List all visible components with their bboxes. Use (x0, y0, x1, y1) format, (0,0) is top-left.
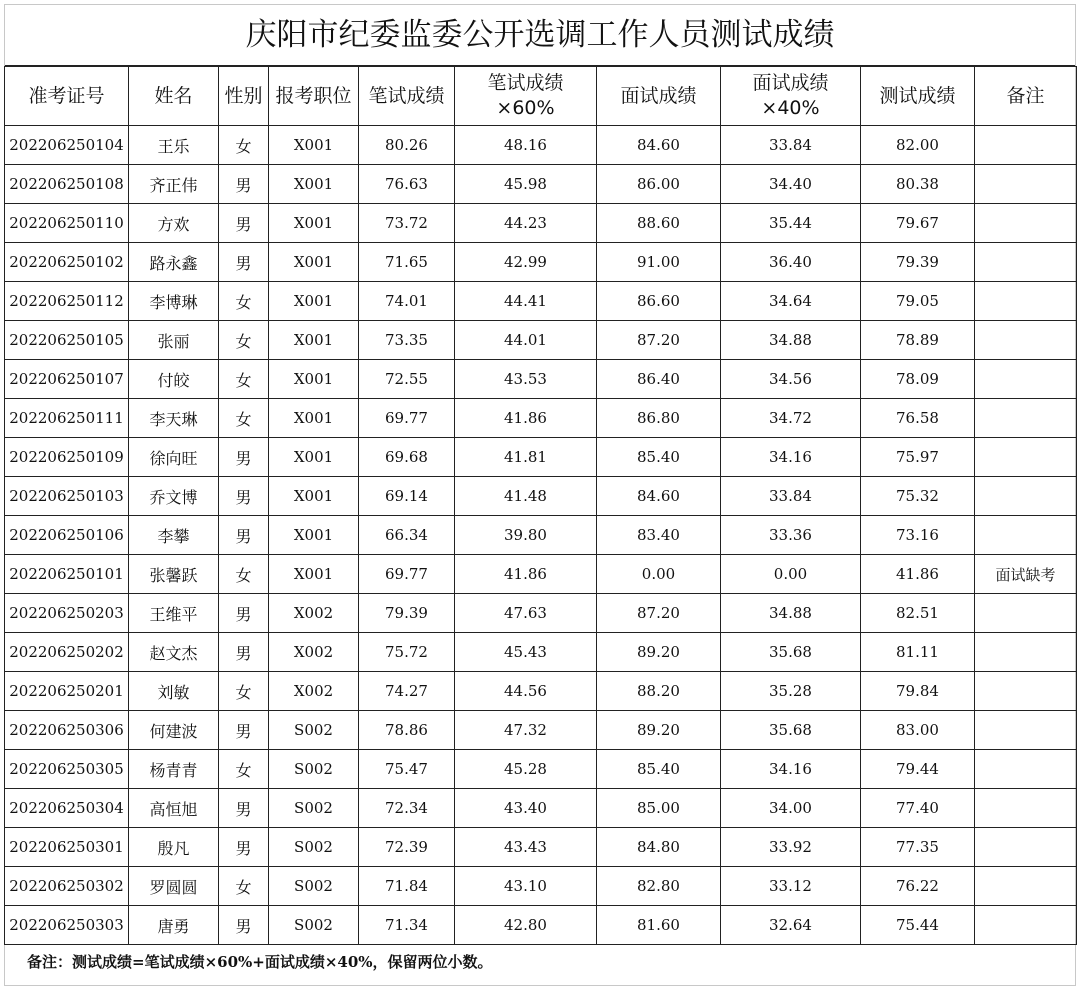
cell-total-score: 76.58 (861, 399, 975, 438)
cell-total-score: 41.86 (861, 555, 975, 594)
cell-gender: 女 (219, 282, 269, 321)
cell-written-60: 41.48 (455, 477, 597, 516)
header-written-60-line1: 笔试成绩 (487, 72, 564, 94)
table-row (5, 750, 1077, 789)
cell-interview-40: 35.68 (721, 711, 861, 750)
cell-interview-score: 85.40 (597, 750, 721, 789)
cell-position: X001 (269, 321, 359, 360)
cell-gender: 男 (219, 165, 269, 204)
cell-written-60: 45.98 (455, 165, 597, 204)
cell-written-60: 41.86 (455, 399, 597, 438)
cell-total-score: 83.00 (861, 711, 975, 750)
cell-total-score: 79.67 (861, 204, 975, 243)
cell-written-score: 69.77 (359, 399, 455, 438)
table-row (5, 711, 1077, 750)
table-row (5, 321, 1077, 360)
cell-gender: 女 (219, 360, 269, 399)
table-row (5, 360, 1077, 399)
cell-total-score: 75.44 (861, 906, 975, 945)
cell-total-score: 82.00 (861, 126, 975, 165)
cell-position: X002 (269, 594, 359, 633)
cell-position: X001 (269, 516, 359, 555)
cell-name: 王维平 (129, 594, 219, 633)
cell-written-60: 44.56 (455, 672, 597, 711)
cell-note: 面试缺考 (975, 555, 1077, 594)
cell-exam-id: 202206250103 (5, 477, 129, 516)
header-row (5, 67, 1077, 126)
cell-name: 齐正伟 (129, 165, 219, 204)
cell-gender: 男 (219, 906, 269, 945)
cell-note (975, 906, 1077, 945)
header-note: 备注 (975, 67, 1077, 126)
cell-total-score: 79.39 (861, 243, 975, 282)
cell-total-score: 81.11 (861, 633, 975, 672)
cell-interview-40: 33.36 (721, 516, 861, 555)
cell-gender: 男 (219, 477, 269, 516)
table-row (5, 672, 1077, 711)
cell-interview-40: 34.40 (721, 165, 861, 204)
cell-written-60: 42.99 (455, 243, 597, 282)
cell-total-score: 77.35 (861, 828, 975, 867)
cell-written-60: 47.63 (455, 594, 597, 633)
cell-interview-score: 86.00 (597, 165, 721, 204)
cell-position: X001 (269, 360, 359, 399)
cell-interview-40: 34.88 (721, 321, 861, 360)
cell-position: X001 (269, 477, 359, 516)
cell-written-60: 44.41 (455, 282, 597, 321)
cell-written-60: 43.10 (455, 867, 597, 906)
cell-written-score: 79.39 (359, 594, 455, 633)
cell-interview-40: 34.64 (721, 282, 861, 321)
cell-name: 乔文博 (129, 477, 219, 516)
cell-written-score: 69.77 (359, 555, 455, 594)
cell-gender: 女 (219, 321, 269, 360)
cell-gender: 男 (219, 789, 269, 828)
cell-interview-40: 32.64 (721, 906, 861, 945)
cell-name: 王乐 (129, 126, 219, 165)
cell-name: 李天琳 (129, 399, 219, 438)
cell-exam-id: 202206250203 (5, 594, 129, 633)
cell-interview-score: 87.20 (597, 594, 721, 633)
table-row (5, 204, 1077, 243)
cell-note (975, 282, 1077, 321)
cell-interview-score: 86.80 (597, 399, 721, 438)
cell-gender: 男 (219, 516, 269, 555)
cell-interview-40: 0.00 (721, 555, 861, 594)
header-exam-id: 准考证号 (5, 67, 129, 126)
cell-written-60: 43.40 (455, 789, 597, 828)
cell-total-score: 82.51 (861, 594, 975, 633)
cell-gender: 男 (219, 204, 269, 243)
cell-note (975, 243, 1077, 282)
header-interview-score: 面试成绩 (597, 67, 721, 126)
page-title: 庆阳市纪委监委公开选调工作人员测试成绩 (5, 5, 1075, 66)
cell-written-score: 71.34 (359, 906, 455, 945)
cell-interview-score: 88.60 (597, 204, 721, 243)
cell-position: S002 (269, 711, 359, 750)
cell-name: 李博琳 (129, 282, 219, 321)
header-interview-40-line1: 面试成绩 (752, 72, 829, 94)
cell-gender: 男 (219, 594, 269, 633)
cell-note (975, 672, 1077, 711)
cell-written-60: 44.01 (455, 321, 597, 360)
table-row (5, 555, 1077, 594)
cell-name: 付皎 (129, 360, 219, 399)
cell-gender: 女 (219, 750, 269, 789)
cell-written-score: 73.35 (359, 321, 455, 360)
table-row (5, 906, 1077, 945)
cell-written-score: 69.68 (359, 438, 455, 477)
cell-position: X001 (269, 243, 359, 282)
cell-exam-id: 202206250306 (5, 711, 129, 750)
cell-interview-score: 89.20 (597, 633, 721, 672)
cell-note (975, 438, 1077, 477)
cell-total-score: 79.84 (861, 672, 975, 711)
cell-interview-score: 84.60 (597, 477, 721, 516)
header-interview-40-line2: ×40% (761, 97, 820, 119)
cell-interview-40: 34.16 (721, 750, 861, 789)
cell-exam-id: 202206250304 (5, 789, 129, 828)
cell-written-score: 66.34 (359, 516, 455, 555)
cell-exam-id: 202206250305 (5, 750, 129, 789)
cell-written-60: 48.16 (455, 126, 597, 165)
score-table (4, 66, 1077, 945)
cell-exam-id: 202206250303 (5, 906, 129, 945)
cell-written-score: 74.27 (359, 672, 455, 711)
header-position: 报考职位 (269, 67, 359, 126)
header-gender: 性别 (219, 67, 269, 126)
cell-exam-id: 202206250202 (5, 633, 129, 672)
table-row (5, 594, 1077, 633)
cell-interview-40: 33.92 (721, 828, 861, 867)
cell-interview-score: 88.20 (597, 672, 721, 711)
cell-gender: 男 (219, 711, 269, 750)
cell-note (975, 633, 1077, 672)
cell-exam-id: 202206250201 (5, 672, 129, 711)
cell-total-score: 79.05 (861, 282, 975, 321)
header-written-60-line2: ×60% (496, 97, 555, 119)
cell-name: 徐向旺 (129, 438, 219, 477)
cell-written-60: 45.43 (455, 633, 597, 672)
cell-name: 赵文杰 (129, 633, 219, 672)
cell-position: X001 (269, 399, 359, 438)
cell-position: X001 (269, 282, 359, 321)
cell-written-score: 72.39 (359, 828, 455, 867)
cell-written-score: 74.01 (359, 282, 455, 321)
cell-name: 路永鑫 (129, 243, 219, 282)
table-row (5, 828, 1077, 867)
cell-interview-40: 36.40 (721, 243, 861, 282)
cell-note (975, 204, 1077, 243)
cell-note (975, 516, 1077, 555)
cell-total-score: 78.89 (861, 321, 975, 360)
cell-interview-40: 35.68 (721, 633, 861, 672)
cell-position: S002 (269, 750, 359, 789)
cell-interview-score: 87.20 (597, 321, 721, 360)
cell-written-60: 42.80 (455, 906, 597, 945)
cell-total-score: 76.22 (861, 867, 975, 906)
cell-name: 杨青青 (129, 750, 219, 789)
cell-note (975, 165, 1077, 204)
cell-written-60: 43.53 (455, 360, 597, 399)
cell-gender: 男 (219, 243, 269, 282)
cell-total-score: 75.32 (861, 477, 975, 516)
cell-name: 高恒旭 (129, 789, 219, 828)
cell-interview-score: 85.00 (597, 789, 721, 828)
cell-exam-id: 202206250105 (5, 321, 129, 360)
cell-exam-id: 202206250102 (5, 243, 129, 282)
cell-exam-id: 202206250112 (5, 282, 129, 321)
cell-exam-id: 202206250108 (5, 165, 129, 204)
cell-written-60: 41.86 (455, 555, 597, 594)
header-total-score: 测试成绩 (861, 67, 975, 126)
cell-position: S002 (269, 906, 359, 945)
header-name: 姓名 (129, 67, 219, 126)
cell-written-60: 41.81 (455, 438, 597, 477)
cell-gender: 女 (219, 672, 269, 711)
cell-position: X001 (269, 555, 359, 594)
header-interview-40 (721, 67, 861, 126)
cell-interview-40: 34.16 (721, 438, 861, 477)
cell-note (975, 594, 1077, 633)
cell-name: 唐勇 (129, 906, 219, 945)
cell-note (975, 321, 1077, 360)
table-row (5, 516, 1077, 555)
cell-interview-40: 33.84 (721, 477, 861, 516)
table-row (5, 243, 1077, 282)
cell-total-score: 80.38 (861, 165, 975, 204)
cell-note (975, 711, 1077, 750)
cell-exam-id: 202206250302 (5, 867, 129, 906)
cell-exam-id: 202206250301 (5, 828, 129, 867)
cell-position: X001 (269, 165, 359, 204)
table-row (5, 282, 1077, 321)
cell-total-score: 75.97 (861, 438, 975, 477)
cell-note (975, 399, 1077, 438)
cell-gender: 女 (219, 867, 269, 906)
cell-written-score: 80.26 (359, 126, 455, 165)
cell-written-60: 45.28 (455, 750, 597, 789)
cell-interview-score: 84.60 (597, 126, 721, 165)
cell-interview-score: 83.40 (597, 516, 721, 555)
cell-interview-score: 89.20 (597, 711, 721, 750)
table-row (5, 633, 1077, 672)
cell-position: X002 (269, 633, 359, 672)
cell-note (975, 828, 1077, 867)
cell-interview-40: 33.12 (721, 867, 861, 906)
cell-position: X001 (269, 204, 359, 243)
cell-written-60: 47.32 (455, 711, 597, 750)
cell-interview-score: 85.40 (597, 438, 721, 477)
score-sheet (4, 4, 1076, 986)
cell-name: 张馨跃 (129, 555, 219, 594)
cell-total-score: 73.16 (861, 516, 975, 555)
cell-interview-score: 91.00 (597, 243, 721, 282)
cell-interview-score: 84.80 (597, 828, 721, 867)
cell-exam-id: 202206250104 (5, 126, 129, 165)
cell-name: 方欢 (129, 204, 219, 243)
table-row (5, 477, 1077, 516)
cell-exam-id: 202206250101 (5, 555, 129, 594)
table-body (5, 126, 1077, 945)
cell-name: 刘敏 (129, 672, 219, 711)
cell-exam-id: 202206250106 (5, 516, 129, 555)
cell-written-score: 72.55 (359, 360, 455, 399)
cell-written-score: 71.65 (359, 243, 455, 282)
cell-gender: 女 (219, 126, 269, 165)
footnote: 备注：测试成绩=笔试成绩×60%+面试成绩×40%，保留两位小数。 (27, 953, 493, 971)
header-written-score: 笔试成绩 (359, 67, 455, 126)
cell-position: X002 (269, 672, 359, 711)
cell-interview-40: 35.28 (721, 672, 861, 711)
cell-written-60: 39.80 (455, 516, 597, 555)
cell-position: S002 (269, 789, 359, 828)
cell-interview-40: 34.56 (721, 360, 861, 399)
cell-position: S002 (269, 867, 359, 906)
cell-exam-id: 202206250107 (5, 360, 129, 399)
cell-interview-score: 81.60 (597, 906, 721, 945)
table-row (5, 438, 1077, 477)
table-row (5, 789, 1077, 828)
cell-written-60: 44.23 (455, 204, 597, 243)
header-written-60 (455, 67, 597, 126)
cell-note (975, 126, 1077, 165)
table-row (5, 165, 1077, 204)
cell-name: 何建波 (129, 711, 219, 750)
cell-note (975, 750, 1077, 789)
cell-interview-40: 34.00 (721, 789, 861, 828)
cell-interview-40: 34.72 (721, 399, 861, 438)
cell-gender: 女 (219, 399, 269, 438)
cell-written-score: 76.63 (359, 165, 455, 204)
cell-total-score: 79.44 (861, 750, 975, 789)
cell-note (975, 867, 1077, 906)
cell-note (975, 789, 1077, 828)
cell-total-score: 77.40 (861, 789, 975, 828)
cell-interview-score: 86.60 (597, 282, 721, 321)
cell-name: 殷凡 (129, 828, 219, 867)
cell-position: X001 (269, 126, 359, 165)
cell-interview-score: 82.80 (597, 867, 721, 906)
cell-name: 张丽 (129, 321, 219, 360)
cell-gender: 男 (219, 633, 269, 672)
cell-total-score: 78.09 (861, 360, 975, 399)
cell-name: 李攀 (129, 516, 219, 555)
cell-written-score: 75.47 (359, 750, 455, 789)
table-row (5, 126, 1077, 165)
cell-written-score: 75.72 (359, 633, 455, 672)
cell-name: 罗圆圆 (129, 867, 219, 906)
cell-written-60: 43.43 (455, 828, 597, 867)
cell-gender: 女 (219, 555, 269, 594)
cell-gender: 男 (219, 438, 269, 477)
cell-gender: 男 (219, 828, 269, 867)
cell-written-score: 73.72 (359, 204, 455, 243)
cell-position: X001 (269, 438, 359, 477)
cell-interview-score: 86.40 (597, 360, 721, 399)
cell-written-score: 78.86 (359, 711, 455, 750)
cell-exam-id: 202206250109 (5, 438, 129, 477)
cell-position: S002 (269, 828, 359, 867)
cell-exam-id: 202206250110 (5, 204, 129, 243)
cell-note (975, 360, 1077, 399)
cell-interview-score: 0.00 (597, 555, 721, 594)
cell-written-score: 72.34 (359, 789, 455, 828)
cell-interview-40: 35.44 (721, 204, 861, 243)
table-row (5, 867, 1077, 906)
table-row (5, 399, 1077, 438)
cell-note (975, 477, 1077, 516)
cell-written-score: 71.84 (359, 867, 455, 906)
cell-written-score: 69.14 (359, 477, 455, 516)
cell-interview-40: 34.88 (721, 594, 861, 633)
cell-exam-id: 202206250111 (5, 399, 129, 438)
cell-interview-40: 33.84 (721, 126, 861, 165)
